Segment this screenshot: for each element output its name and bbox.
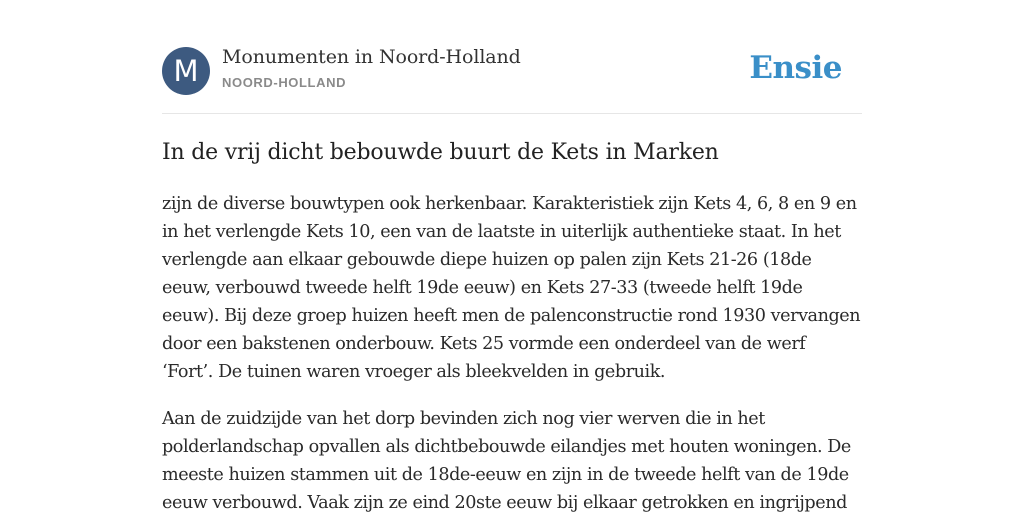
- text-line: eeuw). Bij deze groep huizen heeft men de palenconstructie rond 1930 vervangen: [162, 306, 861, 326]
- article-title: In de vrij dicht bebouwde buurt de Kets in Marken: [162, 140, 719, 165]
- header-divider: [162, 113, 862, 114]
- text-line: eeuw verbouwd. Vaak zijn ze eind 20ste eeuw bij elkaar getrokken en ingrijpend: [162, 493, 847, 512]
- article-body: [162, 190, 862, 512]
- text-line: Aan de zuidzijde van het dorp bevinden zich nog vier werven die in het: [162, 409, 765, 429]
- text-line: zijn de diverse bouwtypen ook herkenbaar. Karakteristiek zijn Kets 4, 6, 8 en 9 en: [162, 194, 857, 214]
- text-line: polderlandschap opvallen als dichtbebouwde eilandjes met houten woningen. De: [162, 437, 851, 457]
- brand-logo[interactable]: Ensie: [749, 50, 842, 86]
- avatar[interactable]: M: [162, 47, 210, 95]
- source-title[interactable]: Monumenten in Noord-Holland: [222, 46, 521, 68]
- text-line: door een bakstenen onderbouw. Kets 25 vormde een onderdeel van de werf: [162, 334, 806, 354]
- text-line: eeuw, verbouwd tweede helft 19de eeuw) en Kets 27-33 (tweede helft 19de: [162, 278, 803, 298]
- text-line: in het verlengde Kets 10, een van de laatste in uiterlijk authentieke staat. In het: [162, 222, 841, 242]
- text-line: verlengde aan elkaar gebouwde diepe huizen op palen zijn Kets 21-26 (18de: [162, 250, 812, 270]
- text-line: meeste huizen stammen uit de 18de-eeuw en zijn in de tweede helft van de 19de: [162, 465, 849, 485]
- text-line: ‘Fort’. De tuinen waren vroeger als bleekvelden in gebruik.: [162, 362, 666, 382]
- header: [162, 46, 862, 96]
- paragraph-2: [162, 405, 862, 512]
- source-subtitle: NOORD-HOLLAND: [222, 75, 347, 90]
- paragraph-1: [162, 190, 862, 386]
